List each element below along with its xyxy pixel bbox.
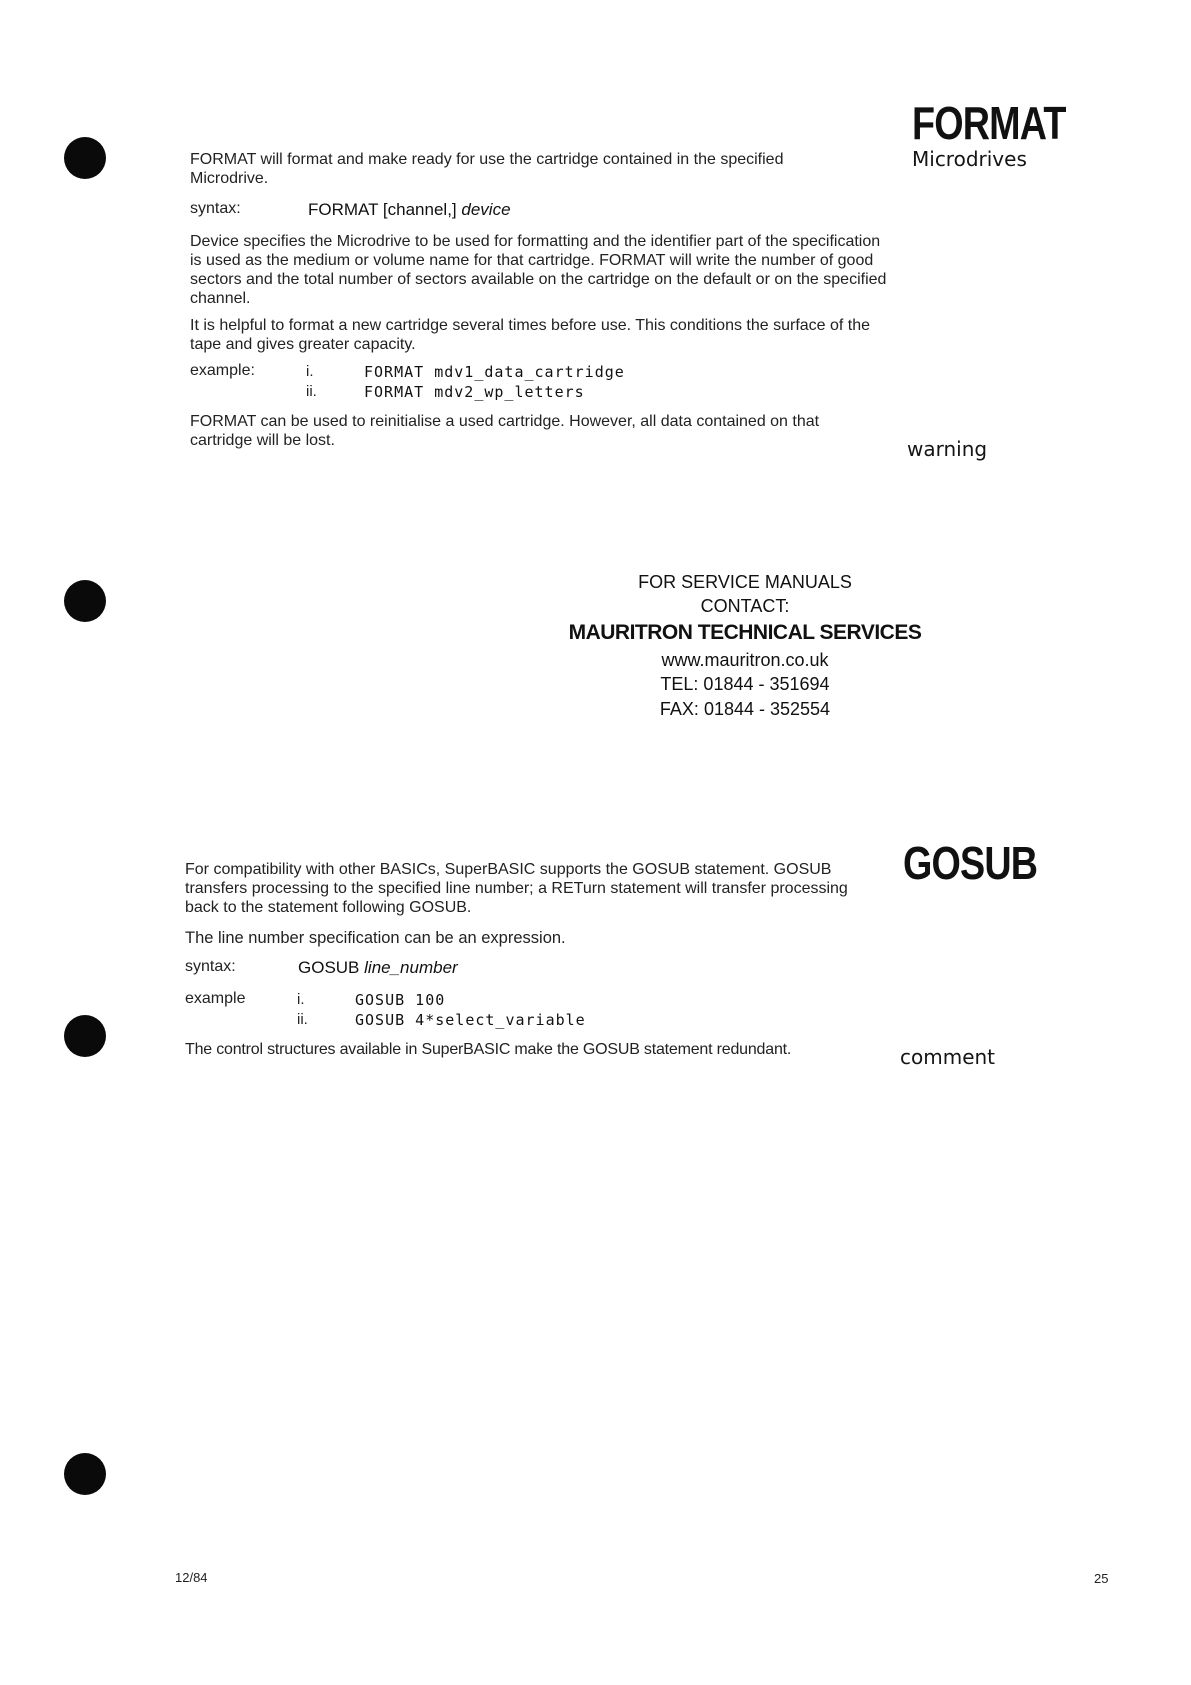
gosub-examples [185, 990, 875, 1034]
format-syntax [190, 200, 890, 222]
service-notice [560, 570, 930, 722]
gosub-intro: For compatibility with other BASICs, SuperBASIC supports the GOSUB statement. GOSUB transfers processing to the specified line number; a RETurn statement will transfer processing back to the statement following GOSUB. [185, 861, 848, 916]
binder-hole-3 [64, 1015, 106, 1057]
syntax-command: FORMAT [channel,] device [308, 200, 511, 219]
service-fax: FAX: 01844 - 352554 [659, 699, 831, 719]
syntax-arg: device [461, 200, 511, 219]
format-subtitle: Microdrives [912, 147, 1027, 171]
service-tel: TEL: 01844 - 351694 [660, 674, 830, 694]
gosub-syntax [185, 958, 875, 980]
example-label: example: [190, 362, 255, 379]
example-code: FORMAT mdv2_wp_letters [364, 383, 585, 401]
format-examples [190, 362, 890, 406]
service-company: MAURITRON TECHNICAL SERVICES [568, 621, 922, 644]
syntax-label: syntax: [185, 958, 236, 975]
example-code: GOSUB 4*select_variable [355, 1011, 586, 1029]
warning-label: warning [907, 437, 988, 461]
example-number: i. [306, 363, 314, 380]
comment-label: comment [900, 1045, 996, 1069]
binder-hole-2 [64, 580, 106, 622]
service-web: www.mauritron.co.uk [661, 650, 829, 670]
binder-hole-1 [64, 137, 106, 179]
format-tip: It is helpful to format a new cartridge several times before use. This conditions the surface of the tape and gives greater capacity. [190, 317, 871, 353]
gosub-comment-text: The control structures available in SuperBASIC make the GOSUB statement redundant. [185, 1041, 792, 1058]
binder-hole-4 [64, 1453, 106, 1495]
example-code: GOSUB 100 [355, 991, 446, 1009]
page-number: 25 [1094, 1571, 1109, 1586]
service-line1: FOR SERVICE MANUALS [638, 572, 852, 592]
example-label: example [185, 990, 246, 1007]
syntax-arg: line_number [364, 958, 458, 977]
service-line2: CONTACT: [700, 596, 790, 616]
footer-date: 12/84 [175, 1570, 208, 1585]
example-number: i. [297, 991, 305, 1008]
format-description: Device specifies the Microdrive to be used for formatting and the identifier part of the specification is used as the medium or volume name for that cartridge. FORMAT will write the number of good sectors and the total number of sectors available on the cartridge on the default or on the specified channel. [190, 233, 887, 307]
format-intro: FORMAT will format and make ready for use the cartridge contained in the specified Microdrive. [190, 151, 784, 187]
gosub-heading: GOSUB [903, 837, 1038, 889]
gosub-line-spec: The line number specification can be an expression. [185, 929, 566, 947]
format-warning-text: FORMAT can be used to reinitialise a used cartridge. However, all data contained on that cartridge will be lost. [190, 413, 820, 449]
gosub-body [185, 860, 875, 1059]
syntax-label: syntax: [190, 200, 241, 217]
example-code: FORMAT mdv1_data_cartridge [364, 363, 625, 381]
syntax-command: GOSUB line_number [298, 958, 458, 977]
format-body [190, 150, 890, 450]
example-number: ii. [306, 383, 317, 400]
format-heading: FORMAT [912, 97, 1066, 149]
example-number: ii. [297, 1011, 308, 1028]
